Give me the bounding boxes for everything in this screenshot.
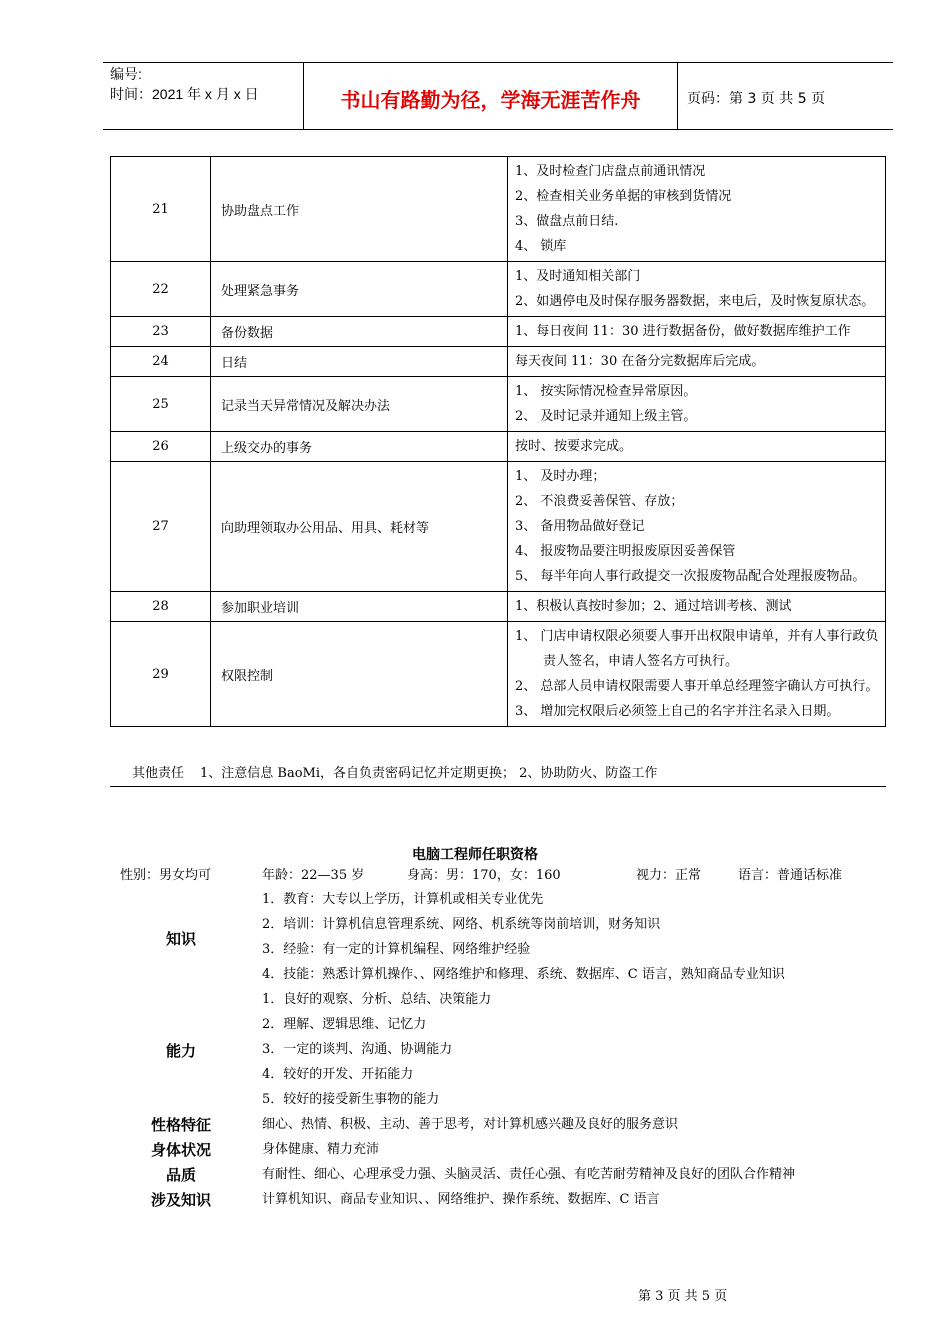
- quality-text: 有耐性、细心、心理承受力强、头脑灵活、责任心强、有吃苦耐劳精神及良好的团队合作精神: [262, 1167, 796, 1182]
- vision-requirement: 视力：正常: [636, 868, 702, 883]
- duty-requirements: [508, 157, 886, 262]
- gender-requirement: 性别：男女均可: [120, 868, 212, 883]
- duty-requirement-line: 2、 总部人员申请权限需要人事开单总经理签字确认方可执行。: [515, 679, 879, 694]
- duty-requirement-line: 1、积极认真按时参加；2、通过培训考核、测试: [515, 599, 792, 614]
- duty-number: 29: [111, 622, 211, 727]
- duty-requirements: [508, 317, 886, 347]
- header-bottom-rule: [103, 129, 893, 130]
- duty-requirements: [508, 377, 886, 432]
- duty-requirement-line: 2、 及时记录并通知上级主管。: [515, 409, 697, 424]
- document-time-label: 时间：2021 年 x 月 x 日: [110, 86, 259, 102]
- duty-task: 日结: [211, 347, 508, 377]
- duty-number: 24: [111, 347, 211, 377]
- knowledge-item: 1．教育：大专以上学历，计算机或相关专业优先: [262, 892, 544, 907]
- duty-task: 协助盘点工作: [211, 157, 508, 262]
- duty-row: [111, 432, 886, 462]
- duty-requirement-line: 1、及时检查门店盘点前通讯情况: [515, 164, 706, 179]
- duty-row: [111, 347, 886, 377]
- duty-requirement-line: 3、 备用物品做好登记: [515, 519, 645, 534]
- quality-label: 品质: [165, 1166, 196, 1184]
- duty-requirement-line: 每天夜间 11：30 在备分完数据库后完成。: [515, 354, 765, 369]
- ability-item: 4．较好的开发、开拓能力: [262, 1067, 414, 1082]
- height-requirement: 身高：男：170，女：160: [407, 868, 561, 883]
- other-responsibilities-label: 其他责任: [132, 766, 185, 781]
- personality-text: 细心、热情、积极、主动、善于思考，对计算机感兴趣及良好的服务意识: [262, 1117, 679, 1132]
- duty-requirement-line: 4、 报废物品要注明报废原因妥善保管: [515, 544, 736, 559]
- duty-row: [111, 262, 886, 317]
- duty-requirement-line: 2、检查相关业务单据的审核到货情况: [515, 189, 732, 204]
- duty-requirement-line: 1、及时通知相关部门: [515, 269, 641, 284]
- duty-number: 23: [111, 317, 211, 347]
- ability-item: 1．良好的观察、分析、总结、决策能力: [262, 992, 492, 1007]
- scope-label: 涉及知识: [150, 1191, 211, 1209]
- duty-requirements: [508, 262, 886, 317]
- duty-task: 记录当天异常情况及解决办法: [211, 377, 508, 432]
- duty-requirements: [508, 622, 886, 727]
- duty-requirement-line: 2、 不浪费妥善保管、存放；: [515, 494, 684, 509]
- duty-number: 28: [111, 592, 211, 622]
- duty-requirement-line: 1、 及时办理；: [515, 469, 606, 484]
- duty-number: 25: [111, 377, 211, 432]
- duty-task: 权限控制: [211, 622, 508, 727]
- duty-requirement-line: 3、 增加完权限后必须签上自己的名字并注名录入日期。: [515, 704, 840, 719]
- duty-task: 上级交办的事务: [211, 432, 508, 462]
- ability-item: 5．较好的接受新生事物的能力: [262, 1092, 440, 1107]
- health-text: 身体健康、精力充沛: [262, 1142, 380, 1157]
- duty-row: [111, 157, 886, 262]
- page-footer: 第 3 页 共 5 页: [638, 1289, 728, 1304]
- duty-task: 向助理领取办公用品、用具、耗材等: [211, 462, 508, 592]
- header-divider: [677, 62, 678, 129]
- header-meta: [110, 64, 259, 104]
- duty-task: 备份数据: [211, 317, 508, 347]
- language-requirement: 语言：普通话标准: [738, 868, 843, 883]
- document-number-label: 编号:: [110, 66, 142, 82]
- health-label: 身体状况: [150, 1141, 211, 1159]
- knowledge-item: 4．技能：熟悉计算机操作、、网络维护和修理、系统、数据库、C 语言，熟知商品专业知识: [262, 967, 785, 982]
- duty-requirement-line: 按时、按要求完成。: [515, 439, 633, 454]
- duty-task: 参加职业培训: [211, 592, 508, 622]
- duty-row: [111, 622, 886, 727]
- duty-number: 26: [111, 432, 211, 462]
- duty-task: 处理紧急事务: [211, 262, 508, 317]
- knowledge-label: 知识: [165, 930, 196, 948]
- personality-label: 性格特征: [150, 1116, 211, 1134]
- header-top-rule: [103, 62, 893, 63]
- duty-number: 22: [111, 262, 211, 317]
- duty-table: [110, 156, 886, 727]
- duty-requirements: [508, 347, 886, 377]
- duty-requirement-line: 3、做盘点前日结.: [515, 214, 619, 229]
- duty-row: [111, 462, 886, 592]
- duty-number: 21: [111, 157, 211, 262]
- duty-requirement-line: 4、 锁库: [515, 239, 567, 254]
- knowledge-item: 3．经验：有一定的计算机编程、网络维护经验: [262, 942, 531, 957]
- duty-requirement-line: 1、 按实际情况检查异常原因。: [515, 384, 697, 399]
- other-responsibilities-row: [110, 762, 886, 787]
- duty-row: [111, 377, 886, 432]
- duty-requirement-line: 1、每日夜间 11：30 进行数据备份，做好数据库维护工作: [515, 324, 851, 339]
- duty-requirements: [508, 432, 886, 462]
- scope-text: 计算机知识、商品专业知识、、网络维护、操作系统、数据库、C 语言: [262, 1192, 660, 1207]
- qualifications-title: 电脑工程师任职资格: [412, 847, 538, 863]
- duty-requirement-line: 1、 门店申请权限必须要人事开出权限申请单，并有人事行政负责人签名，申请人签名方可执行。: [515, 629, 879, 669]
- duty-requirements: [508, 592, 886, 622]
- age-requirement: 年龄：22—35 岁: [262, 868, 365, 883]
- header-motto: 书山有路勤为径，学海无涯苦作舟: [340, 88, 641, 112]
- duty-requirement-line: 2、如遇停电及时保存服务器数据，来电后，及时恢复原状态。: [515, 294, 875, 309]
- header-page-info: 页码：第 3 页 共 5 页: [687, 91, 826, 107]
- duty-row: [111, 317, 886, 347]
- ability-label: 能力: [165, 1042, 196, 1060]
- ability-item: 3．一定的谈判、沟通、协调能力: [262, 1042, 453, 1057]
- ability-item: 2．理解、逻辑思维、记忆力: [262, 1017, 427, 1032]
- duty-number: 27: [111, 462, 211, 592]
- duty-row: [111, 592, 886, 622]
- other-responsibilities-text: 1、注意信息 BaoMi，各自负责密码记忆并定期更换； 2、协助防火、防盗工作: [200, 766, 658, 781]
- knowledge-item: 2．培训：计算机信息管理系统、网络、机系统等岗前培训，财务知识: [262, 917, 661, 932]
- duty-requirement-line: 5、 每半年向人事行政提交一次报废物品配合处理报废物品。: [515, 569, 866, 584]
- duty-requirements: [508, 462, 886, 592]
